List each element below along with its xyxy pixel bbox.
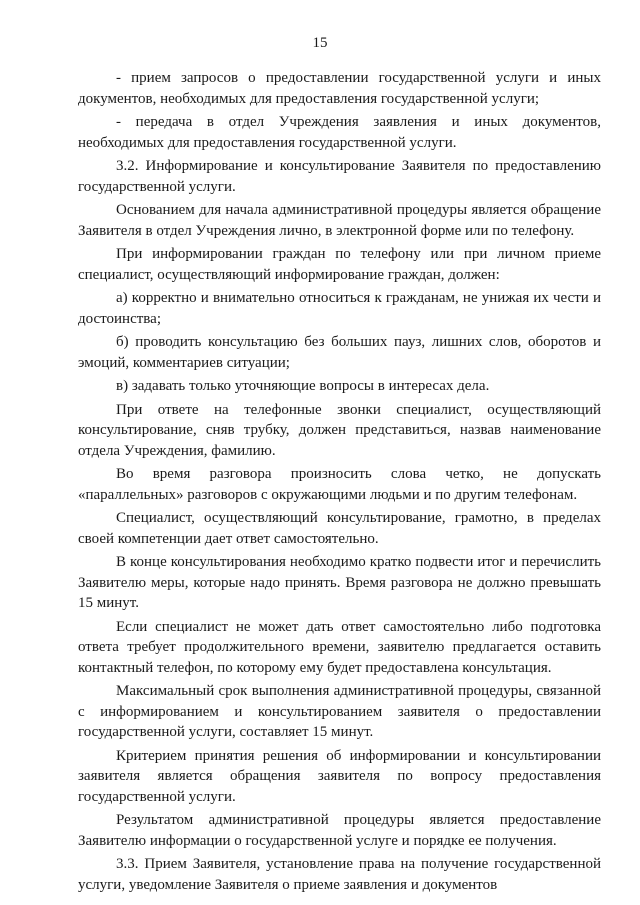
paragraph: Основанием для начала административной процедуры является обращение Заявителя в отдел Учреждения лично, в электронной форме или по телефону. xyxy=(78,202,601,239)
paragraph: Критерием принятия решения об информировании и консультировании заявителя является обращения заявителя по вопросу предоставления государственной услуги. xyxy=(78,747,601,805)
page-number: 15 xyxy=(312,35,328,51)
document-body xyxy=(78,68,601,898)
paragraph: В конце консультирования необходимо кратко подвести итог и перечислить Заявителю меры, которые надо принять. Время разговора не должно превышать 15 минут. xyxy=(78,554,601,611)
list-item: в) задавать только уточняющие вопросы в интересах дела. xyxy=(116,378,490,394)
list-item: а) корректно и внимательно относиться к гражданам, не унижая их чести и достоинства; xyxy=(78,290,601,327)
paragraph: При ответе на телефонные звонки специалист, осуществляющий консультирование, сняв трубку, должен представиться, назвав наименование отдела Учреждения, фамилию. xyxy=(78,401,601,459)
paragraph: Специалист, осуществляющий консультирование, грамотно, в пределах своей компетенции дает ответ самостоятельно. xyxy=(78,510,601,547)
paragraph: Результатом административной процедуры является предоставление Заявителю информации о государственной услуге и порядке ее получения. xyxy=(78,812,601,849)
paragraph: - прием запросов о предоставлении государственной услуги и иных документов, необходимых для предоставления государственной услуги; xyxy=(78,70,601,107)
section-heading: 3.3. Прием Заявителя, установление права на получение государственной услуги, уведомление Заявителя о приеме заявления и документов xyxy=(78,856,601,893)
paragraph: Максимальный срок выполнения административной процедуры, связанной с информированием и консультированием заявителя о предоставлении государственной услуги, составляет 15 минут. xyxy=(78,683,601,740)
list-item: б) проводить консультацию без больших пауз, лишних слов, оборотов и эмоций, комментариев ситуации; xyxy=(78,334,601,371)
paragraph: Если специалист не может дать ответ самостоятельно либо подготовка ответа требует продолжительного времени, заявителю предлагается оставить контактный телефон, по которому ему будет предоставлена консультация. xyxy=(78,618,601,676)
paragraph: Во время разговора произносить слова четко, не допускать «параллельных» разговоров с окружающими людьми и по другим телефонам. xyxy=(78,466,601,503)
paragraph: - передача в отдел Учреждения заявления и иных документов, необходимых для предоставления государственной услуги. xyxy=(78,114,601,151)
section-heading: 3.2. Информирование и консультирование Заявителя по предоставлению государственной услуги. xyxy=(78,158,601,195)
paragraph: При информировании граждан по телефону или при личном приеме специалист, осуществляющий информирование граждан, должен: xyxy=(78,246,601,283)
